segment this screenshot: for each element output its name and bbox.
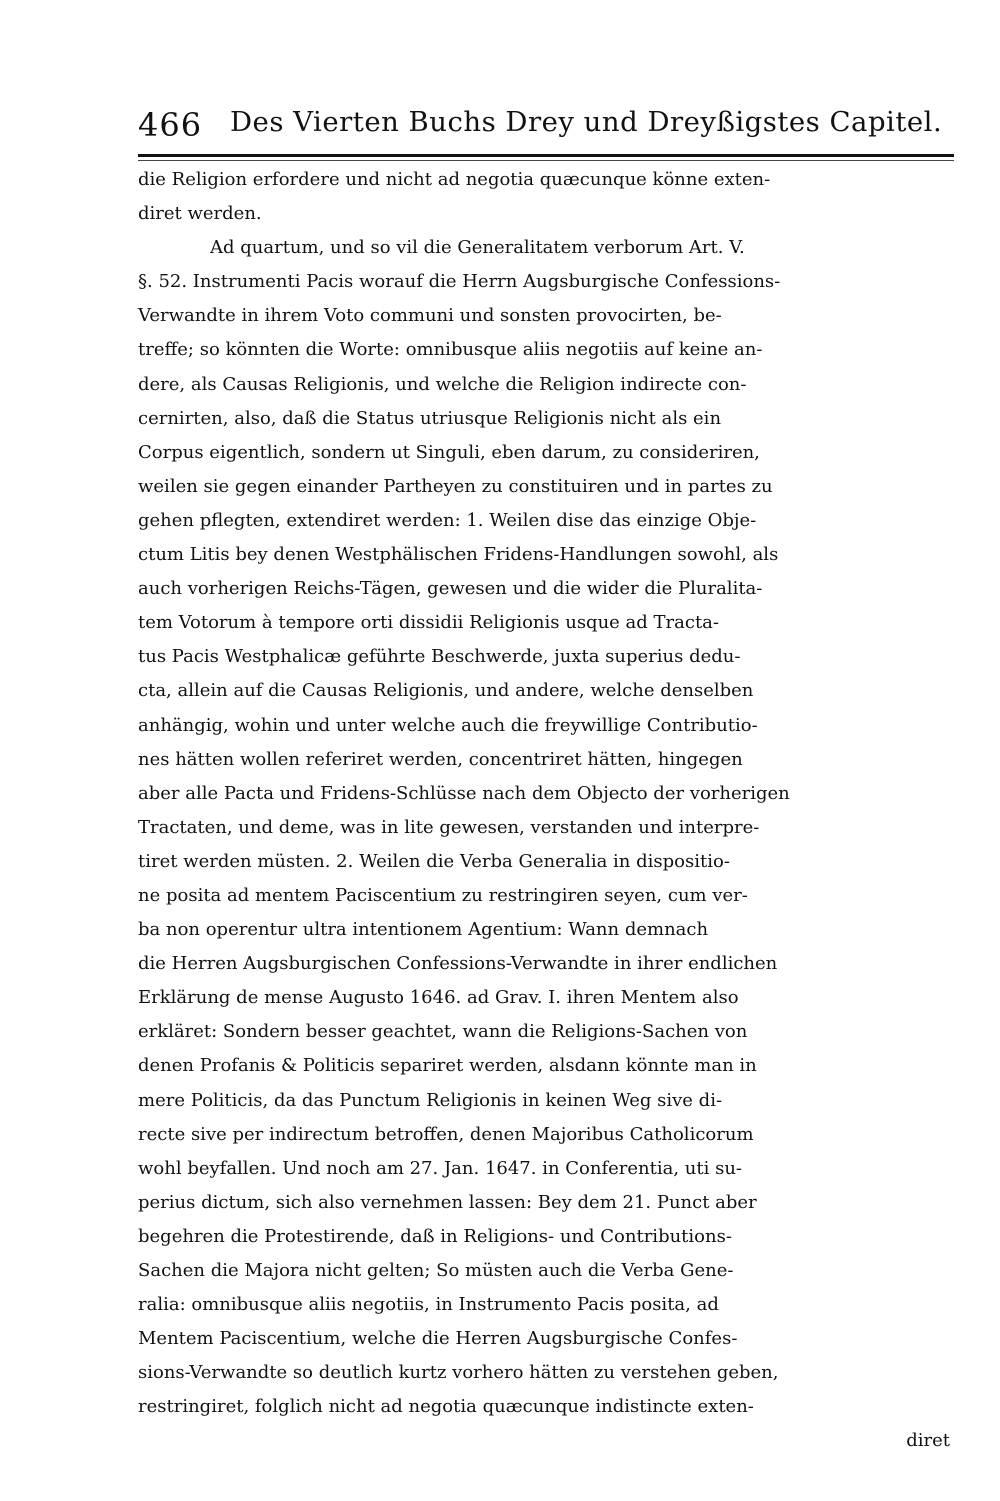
text-line: weilen sie gegen einander Partheyen zu constituiren und in partes zu bbox=[138, 475, 773, 497]
text-line: diret werden. bbox=[138, 203, 262, 225]
body-text bbox=[138, 163, 960, 1459]
text-line: gehen pflegten, extendiret werden: 1. Weilen dise das einzige Obje- bbox=[138, 509, 757, 531]
text-line: cta, allein auf die Causas Religionis, und andere, welche denselben bbox=[138, 680, 754, 702]
text-line: dere, als Causas Religionis, und welche die Religion indirecte con- bbox=[138, 373, 747, 395]
text-line: nes hätten wollen referiret werden, concentriret hätten, hingegen bbox=[138, 748, 743, 770]
text-line: tus Pacis Westphalicæ geführte Beschwerde, juxta superius dedu- bbox=[138, 646, 741, 668]
text-line: mere Politicis, da das Punctum Religionis in keinen Weg sive di- bbox=[138, 1089, 723, 1111]
text-line: Ad quartum, und so vil die Generalitatem verborum Art. V. bbox=[210, 237, 745, 259]
text-line: die Religion erfordere und nicht ad negotia quæcunque könne exten- bbox=[138, 169, 771, 190]
text-line: wohl beyfallen. Und noch am 27. Jan. 1647. in Conferentia, uti su- bbox=[138, 1157, 743, 1179]
catchword: diret bbox=[906, 1430, 950, 1452]
text-line: Verwandte in ihrem Voto communi und sonsten provocirten, be- bbox=[138, 305, 722, 327]
text-line: Tractaten, und deme, was in lite gewesen, verstanden und interpre- bbox=[138, 816, 760, 838]
page-header bbox=[138, 100, 948, 150]
text-line: sions-Verwandte so deutlich kurtz vorhero hätten zu verstehen geben, bbox=[138, 1362, 779, 1384]
page-number: 466 bbox=[138, 106, 203, 144]
text-line: §. 52. Instrumenti Pacis worauf die Herrn Augsburgische Confessions- bbox=[138, 271, 781, 293]
text-line: ba non operentur ultra intentionem Agentium: Wann demnach bbox=[138, 919, 709, 941]
text-line: tem Votorum à tempore orti dissidii Religionis usque ad Tracta- bbox=[138, 612, 719, 634]
text-line: anhängig, wohin und unter welche auch die freywillige Contributio- bbox=[138, 714, 758, 736]
text-line: die Herren Augsburgischen Confessions-Verwandte in ihrer endlichen bbox=[138, 953, 778, 975]
running-head: Des Vierten Buchs Drey und Dreyßigstes Capitel. bbox=[230, 106, 943, 138]
text-line: begehren die Protestirende, daß in Religions- und Contributions- bbox=[138, 1225, 732, 1247]
text-line: recte sive per indirectum betroffen, denen Majoribus Catholicorum bbox=[138, 1123, 754, 1145]
text-line: tiret werden müsten. 2. Weilen die Verba Generalia in dispositio- bbox=[138, 850, 730, 872]
text-line: ctum Litis bey denen Westphälischen Fridens-Handlungen sowohl, als bbox=[138, 544, 779, 566]
text-line: treffe; so könnten die Worte: omnibusque aliis negotiis auf keine an- bbox=[138, 339, 763, 361]
header-rule bbox=[138, 154, 954, 157]
text-line: ne posita ad mentem Paciscentium zu restringiren seyen, cum ver- bbox=[138, 884, 748, 906]
text-line: Mentem Paciscentium, welche die Herren Augsburgische Confes- bbox=[138, 1328, 738, 1350]
text-line: cernirten, also, daß die Status utriusque Religionis nicht als ein bbox=[138, 407, 722, 429]
text-line: restringiret, folglich nicht ad negotia quæcunque indistincte exten- bbox=[138, 1396, 754, 1418]
text-line: Corpus eigentlich, sondern ut Singuli, eben darum, zu consideriren, bbox=[138, 441, 760, 463]
text-line: denen Profanis & Politicis separiret werden, alsdann könnte man in bbox=[138, 1055, 757, 1077]
text-line: ralia: omnibusque aliis negotiis, in Instrumento Pacis posita, ad bbox=[138, 1294, 719, 1316]
text-line: auch vorherigen Reichs-Tägen, gewesen und die wider die Pluralita- bbox=[138, 578, 763, 600]
text-line: erkläret: Sondern besser geachtet, wann die Religions-Sachen von bbox=[138, 1021, 748, 1043]
text-line: perius dictum, sich also vernehmen lassen: Bey dem 21. Punct aber bbox=[138, 1191, 757, 1213]
header-rule-thin bbox=[138, 160, 954, 161]
text-line: Sachen die Majora nicht gelten; So müsten auch die Verba Gene- bbox=[138, 1260, 734, 1281]
text-line: aber alle Pacta und Fridens-Schlüsse nach dem Objecto der vorherigen bbox=[138, 782, 790, 804]
text-line: Erklärung de mense Augusto 1646. ad Grav. I. ihren Mentem also bbox=[138, 987, 739, 1009]
